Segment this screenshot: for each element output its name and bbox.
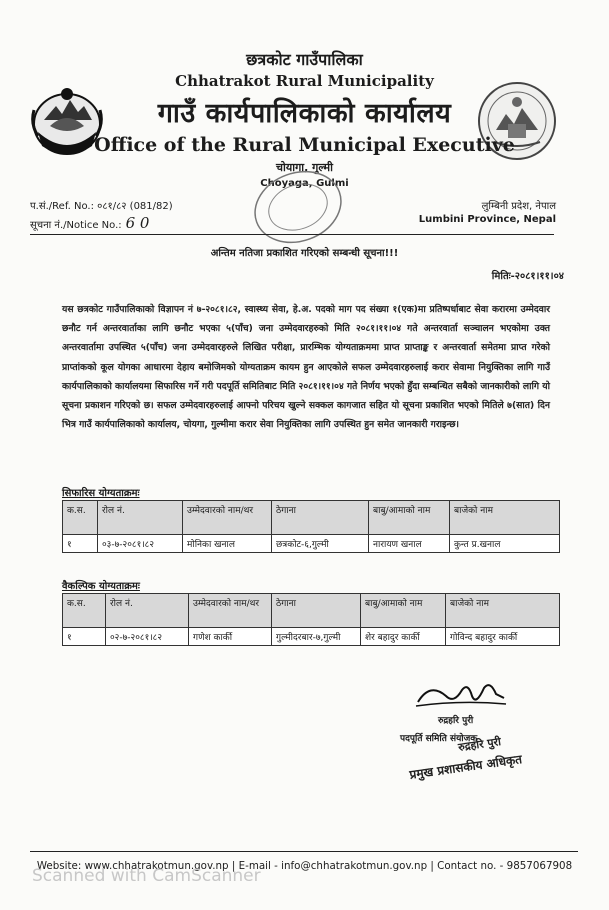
province-np: लुम्बिनी प्रदेश, नेपाल <box>481 201 556 212</box>
recommended-table <box>62 500 560 553</box>
place-np: चोयागा, गुल्मी <box>276 161 333 174</box>
header-cell: ठेगाना <box>272 594 361 628</box>
notice-date: मितिः-२०८१।११।०४ <box>491 271 564 282</box>
office-name-np: गाउँ कार्यपालिकाको कार्यालय <box>157 98 452 129</box>
signatory-name: रुद्रहरि पुरी <box>438 716 474 726</box>
table-cell: १ <box>63 628 106 646</box>
header-cell: रोल नं. <box>98 501 183 535</box>
alternate-title: वैकल्पिक योग्यताक्रमः <box>62 581 140 592</box>
scanner-watermark: Scanned with CamScanner <box>32 866 261 886</box>
table-cell: छत्रकोट-६,गुल्मी <box>272 535 369 553</box>
table-header-row <box>63 501 560 535</box>
header-cell: बाजेको नाम <box>446 594 560 628</box>
header-cell: बाबु/आमाको नाम <box>369 501 450 535</box>
signature-scribble-icon <box>410 678 510 712</box>
table-cell: गणेश कार्की <box>189 628 272 646</box>
table-row <box>63 535 560 553</box>
province-en: Lumbini Province, Nepal <box>418 214 556 225</box>
table-cell: ०३-७-२०८१।८२ <box>98 535 183 553</box>
alternate-table <box>62 593 560 646</box>
footer-contact: Website: www.chhatrakotmun.gov.np | E-mail - info@chhatrakotmun.gov.np | Contact no. - 9857067908 <box>36 860 573 872</box>
reference-number: प.सं./Ref. No.: ०८१/८२ (081/82) <box>30 201 173 212</box>
notice-subject: अन्तिम नतिजा प्रकाशित गरिएको सम्बन्धी सूचना!!! <box>210 248 399 259</box>
municipality-name-en: Chhatrakot Rural Municipality <box>175 72 434 90</box>
header-cell: बाजेको नाम <box>450 501 560 535</box>
notice-body: यस छत्रकोट गाउँपालिकाको विज्ञापन नं ७-२०८१।८२, स्वास्थ्य सेवा, हे.अ. पदको माग पद संख्या १(एक)मा प्रतिष्पर्धाबाट सेवा करारमा उम्मेदवार छनौट गर्न अन्तरवार्ताका लागि छनौट भएका ५(पाँच) जना उम्मेदवारहरुको मिति २०८१।११।०४ गते अन्तरवार्ता सञ्चालन भएकोमा उक्त अन्तरवार्तामा उपस्थित ५(पाँच) जना उम्मेदवारहरुले लिखित परीक्षा, प्रारम्भिक योग्यताक्रममा प्राप्त प्राप्ताङ्क र अन्तरवार्ता समेतमा प्राप्त गरेको प्राप्तांकको कूल योगका आधारमा देहाय बमोजिमको योग्यताक्रम कायम हुन आएकोले सफल उम्मेदवारहरुलाई करार सेवामा नियुक्तिका लागि गाउँ कार्यपालिकाको कार्यालयमा सिफारिस गर्ने गरी पदपूर्ति समितिबाट मिति २०८१।११।०४ गते निर्णय भएको हुँदा सम्बन्धित सबैको जानकारीको लागि यो सूचना प्रकाशन गरिएको छ। सफल उम्मेदवारहरुलाई आफ्नो परिचय खुल्ने सक्कल कागजात सहित यो सूचना प्रकाशित भएको मितिले ७(सात) दिन भित्र गाउँ कार्यपालिकाको कार्यालय, चोयगा, गुल्मीमा करार सेवा नियुक्तिका लागि उपस्थित हुन समेत जानकारी गराइन्छ। <box>62 304 550 431</box>
table-cell: नारायण खनाल <box>369 535 450 553</box>
header-cell: क.स. <box>63 594 106 628</box>
signature-stamp-name: रुद्रहरि पुरी <box>457 735 502 754</box>
municipality-name-np: छत्रकोट गाउँपालिका <box>246 50 363 69</box>
header-cell: ठेगाना <box>272 501 369 535</box>
notice-number: 6 0 <box>125 214 150 232</box>
office-stamp-icon <box>238 162 358 252</box>
header-divider <box>30 234 554 235</box>
table-cell: गोविन्द बहादुर कार्की <box>446 628 560 646</box>
header-cell: उम्मेदवारको नाम/थर <box>183 501 272 535</box>
recommended-title: सिफारिस योग्यताक्रमः <box>62 488 140 499</box>
table-cell: १ <box>63 535 98 553</box>
table-cell: ०२-७-२०८१।८२ <box>106 628 189 646</box>
header-cell: बाबु/आमाको नाम <box>361 594 446 628</box>
table-cell: मोनिका खनाल <box>183 535 272 553</box>
table-row <box>63 628 560 646</box>
footer-divider <box>30 851 578 852</box>
signatory-title: पदपूर्ति समिति संयोजक <box>400 734 478 744</box>
signature-stamp-title: प्रमुख प्रशासकीय अधिकृत <box>408 752 523 782</box>
place-en: Choyaga, Gulmi <box>260 178 349 189</box>
header-cell: क.स. <box>63 501 98 535</box>
table-header-row <box>63 594 560 628</box>
header-cell: उम्मेदवारको नाम/थर <box>189 594 272 628</box>
table-cell: गुल्मीदरबार-७,गुल्मी <box>272 628 361 646</box>
notice-number-line <box>30 214 149 232</box>
table-cell: कुन्त प्र.खनाल <box>450 535 560 553</box>
notice-number-label: सूचना नं./Notice No.: <box>30 220 122 231</box>
table-cell: शेर बहादुर कार्की <box>361 628 446 646</box>
office-name-en: Office of the Rural Municipal Executive <box>94 134 515 156</box>
header-cell: रोल नं. <box>106 594 189 628</box>
